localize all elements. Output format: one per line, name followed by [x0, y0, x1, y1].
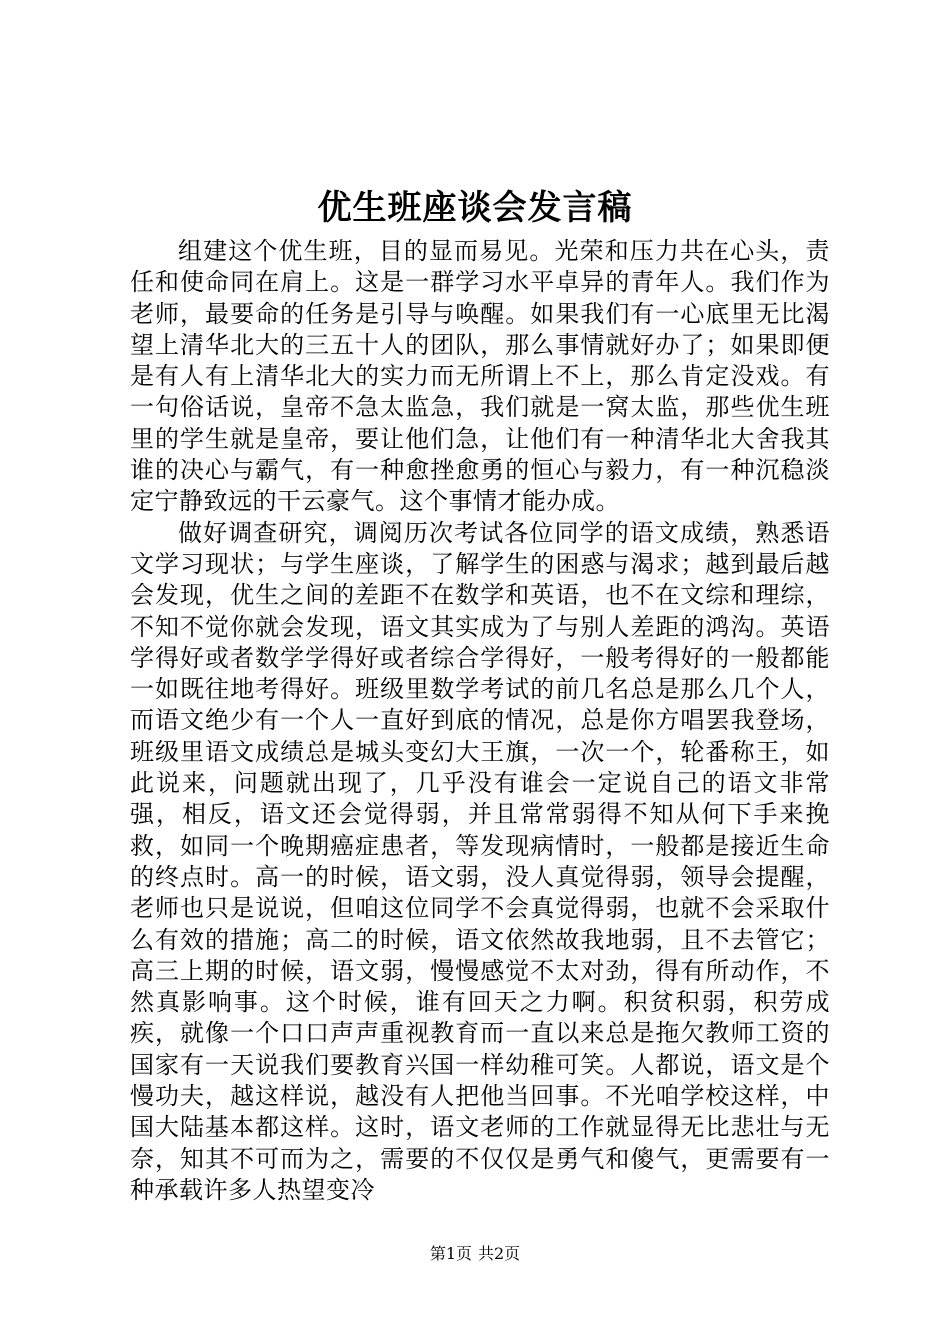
page-footer [0, 1242, 950, 1266]
page-number: 第1页 [429, 1244, 472, 1263]
document-body [130, 236, 830, 1206]
page-count: 共2页 [478, 1244, 521, 1263]
paragraph-2: 做好调查研究，调阅历次考试各位同学的语文成绩，熟悉语文学习现状；与学生座谈，了解学生的困惑与渴求；越到最后越会发现，优生之间的差距不在数学和英语，也不在文综和理综，不知不觉你就会发现，语文其实成为了与别人差距的鸿沟。英语学得好或者数学学得好或者综合学得好，一般考得好的一般都能一如既往地考得好。班级里数学考试的前几名总是那么几个人，而语文绝少有一个人一直好到底的情况，总是你方唱罢我登场，班级里语文成绩总是城头变幻大王旗，一次一个，轮番称王，如此说来，问题就出现了，几乎没有谁会一定说自己的语文非常强，相反，语文还会觉得弱，并且常常弱得不知从何下手来挽救，如同一个晚期癌症患者，等发现病情时，一般都是接近生命的终点时。高一的时候，语文弱，没人真觉得弱，领导会提醒，老师也只是说说，但咱这位同学不会真觉得弱，也就不会采取什么有效的措施；高二的时候，语文依然故我地弱，且不去管它；高三上期的时候，语文弱，慢慢感觉不太对劲，得有所动作，不然真影响事。这个时候，谁有回天之力啊。积贫积弱，积劳成疾，就像一个口口声声重视教育而一直以来总是拖欠教师工资的国家有一天说我们要教育兴国一样幼稚可笑。人都说，语文是个慢功夫，越这样说，越没有人把他当回事。不光咱学校这样，中国大陆基本都这样。这时，语文老师的工作就显得无比悲壮与无奈，知其不可而为之，需要的不仅仅是勇气和傻气，更需要有一种承载许多人热望变冷 [130, 518, 830, 1204]
document-title: 优生班座谈会发言稿 [317, 188, 633, 228]
paragraph-1: 组建这个优生班，目的显而易见。光荣和压力共在心头，责任和使命同在肩上。这是一群学习水平卓异的青年人。我们作为老师，最要命的任务是引导与唤醒。如果我们有一心底里无比渴望上清华北大的三五十人的团队，那么事情就好办了；如果即便是有人有上清华北大的实力而无所谓上不上，那么肯定没戏。有一句俗话说，皇帝不急太监急，我们就是一窝太监，那些优生班里的学生就是皇帝，要让他们急，让他们有一种清华北大舍我其谁的决心与霸气，有一种愈挫愈勇的恒心与毅力，有一种沉稳淡定宁静致远的干云豪气。这个事情才能办成。 [130, 237, 830, 516]
